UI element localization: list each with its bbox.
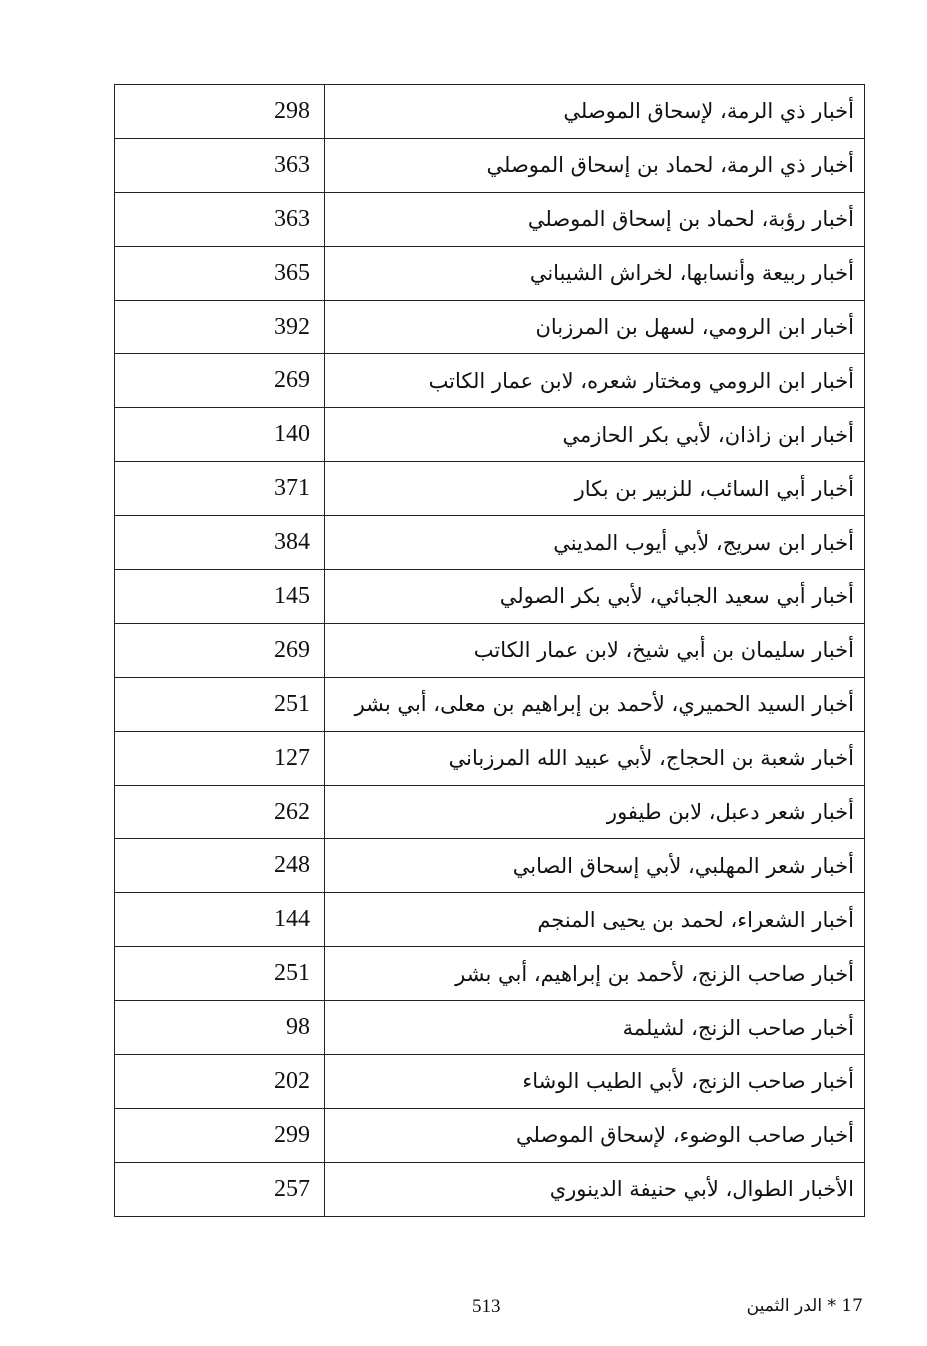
page-reference: 262 (115, 785, 325, 839)
page-reference: 384 (115, 516, 325, 570)
book-title: أخبار صاحب الزنج، لأحمد بن إبراهيم، أبي بشر (325, 947, 865, 1001)
page-reference: 145 (115, 570, 325, 624)
table-row (115, 785, 865, 839)
table-row (115, 947, 865, 1001)
book-title: أخبار ذي الرمة، لحماد بن إسحاق الموصلي (325, 138, 865, 192)
table-row (115, 1055, 865, 1109)
page-reference: 248 (115, 839, 325, 893)
page-reference: 127 (115, 731, 325, 785)
book-title: أخبار سليمان بن أبي شيخ، لابن عمار الكاتب (325, 623, 865, 677)
page-reference: 365 (115, 246, 325, 300)
page-reference: 298 (115, 85, 325, 139)
table-row (115, 85, 865, 139)
page-reference: 144 (115, 893, 325, 947)
page-reference: 269 (115, 354, 325, 408)
page-reference: 363 (115, 192, 325, 246)
page-reference: 371 (115, 462, 325, 516)
book-title: أخبار صاحب الزنج، لأبي الطيب الوشاء (325, 1055, 865, 1109)
book-title: أخبار شعبة بن الحجاج، لأبي عبيد الله المرزباني (325, 731, 865, 785)
table-row (115, 408, 865, 462)
book-title: أخبار ابن الرومي، لسهل بن المرزبان (325, 300, 865, 354)
table-row (115, 138, 865, 192)
book-title: أخبار ابن سريج، لأبي أيوب المديني (325, 516, 865, 570)
book-title: أخبار ابن الرومي ومختار شعره، لابن عمار الكاتب (325, 354, 865, 408)
table-row (115, 246, 865, 300)
page-number: 513 (472, 1296, 501, 1317)
table-row (115, 516, 865, 570)
running-head: 17 * الدر الثمين (746, 1296, 863, 1316)
book-title: أخبار ربيعة وأنسابها، لخراش الشيباني (325, 246, 865, 300)
table-row (115, 731, 865, 785)
book-title: أخبار ابن زاذان، لأبي بكر الحازمي (325, 408, 865, 462)
page-reference: 257 (115, 1162, 325, 1216)
table-row (115, 462, 865, 516)
table-row (115, 677, 865, 731)
book-title: أخبار صاحب الوضوء، لإسحاق الموصلي (325, 1108, 865, 1162)
page-reference: 202 (115, 1055, 325, 1109)
book-title: أخبار أبي السائب، للزبير بن بكار (325, 462, 865, 516)
book-title: الأخبار الطوال، لأبي حنيفة الدينوري (325, 1162, 865, 1216)
page-reference: 140 (115, 408, 325, 462)
table-row (115, 623, 865, 677)
table-row (115, 192, 865, 246)
book-title: أخبار أبي سعيد الجبائي، لأبي بكر الصولي (325, 570, 865, 624)
page-reference: 98 (115, 1001, 325, 1055)
book-title: أخبار شعر دعبل، لابن طيفور (325, 785, 865, 839)
index-rows (115, 85, 865, 1217)
book-title: أخبار صاحب الزنج، لشيلمة (325, 1001, 865, 1055)
book-title: أخبار السيد الحميري، لأحمد بن إبراهيم بن معلى، أبي بشر (325, 677, 865, 731)
table-row (115, 570, 865, 624)
table-row (115, 354, 865, 408)
table-row (115, 1108, 865, 1162)
table-row (115, 1001, 865, 1055)
book-title: أخبار ذي الرمة، لإسحاق الموصلي (325, 85, 865, 139)
table-row (115, 893, 865, 947)
book-title: أخبار رؤبة، لحماد بن إسحاق الموصلي (325, 192, 865, 246)
table-row (115, 839, 865, 893)
page-reference: 269 (115, 623, 325, 677)
table-row (115, 300, 865, 354)
page-reference: 392 (115, 300, 325, 354)
page-reference: 299 (115, 1108, 325, 1162)
index-table (114, 84, 865, 1217)
table-row (115, 1162, 865, 1216)
page-reference: 251 (115, 947, 325, 1001)
book-title: أخبار الشعراء، لحمد بن يحيى المنجم (325, 893, 865, 947)
page-reference: 363 (115, 138, 325, 192)
page-reference: 251 (115, 677, 325, 731)
book-title: أخبار شعر المهلبي، لأبي إسحاق الصابي (325, 839, 865, 893)
